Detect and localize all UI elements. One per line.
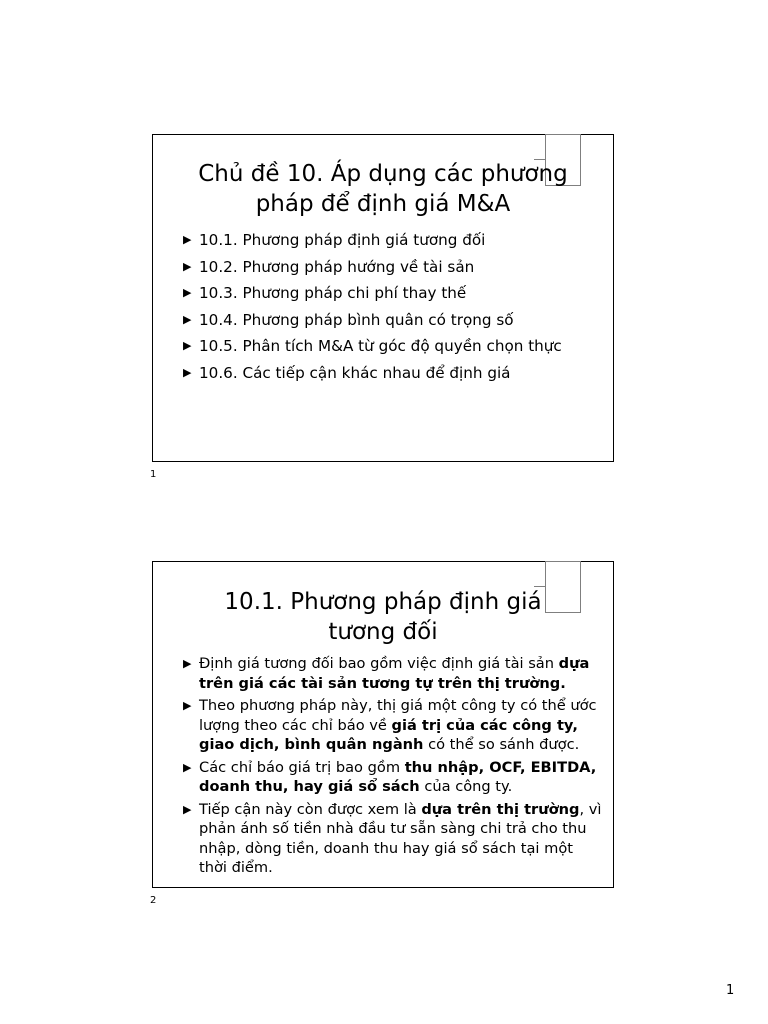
bullet-arrow-icon: ▶ [183, 339, 192, 352]
page-number: 1 [726, 983, 735, 998]
bullet-arrow-icon: ▶ [183, 365, 192, 379]
list-item-text: 10.6. Các tiếp cận khác nhau để định giá [199, 363, 511, 382]
list-item-text [199, 759, 596, 796]
slide-title-line-2: tương đối [328, 619, 438, 645]
list-item-text: 10.1. Phương pháp định giá tương đối [199, 231, 486, 249]
slide-title [153, 587, 613, 647]
list-item-text [199, 697, 597, 753]
slide-title-line-1: 10.1. Phương pháp định giá [224, 589, 542, 615]
list-item [183, 254, 603, 281]
topic-list [183, 227, 603, 386]
slide-title-line-1: Chủ đề 10. Áp dụng các phương [198, 161, 568, 187]
bullet-arrow-icon: ▶ [183, 286, 192, 299]
slide-title-line-2: pháp để định giá M&A [255, 191, 511, 217]
list-item-text: 10.5. Phân tích M&A từ góc độ quyền chọn thực [199, 337, 562, 355]
bullet-list [183, 654, 603, 881]
slide-1 [152, 134, 614, 462]
slide-number: 1 [150, 469, 157, 480]
text-run: Các chỉ báo giá trị bao gồm [199, 758, 405, 776]
slide-title [153, 159, 613, 219]
list-item-text: 10.2. Phương pháp hướng về tài sản [199, 257, 475, 276]
text-run: , vì phản ánh số tiền nhà đầu tư sẵn sàng chi trả cho thu nhập, dòng tiền, doanh thu hay giá sổ sách tại một thời điểm. [199, 800, 602, 876]
bullet-arrow-icon: ▶ [183, 802, 192, 816]
bold-text-run: dựa trên giá các tài sản tương tự trên thị trường. [199, 655, 590, 692]
bold-text-run: thu nhập, OCF, EBITDA, doanh thu, hay giá sổ sách [199, 758, 597, 795]
list-item [183, 360, 603, 387]
slide-2 [152, 561, 614, 888]
list-item [183, 654, 603, 693]
list-item [183, 758, 603, 797]
text-run: Định giá tương đối bao gồm việc định giá tài sản [199, 655, 559, 672]
list-item [183, 333, 603, 360]
bullet-arrow-icon: ▶ [183, 233, 192, 246]
bullet-arrow-icon: ▶ [183, 657, 192, 670]
bullet-arrow-icon: ▶ [183, 259, 192, 273]
list-item [183, 280, 603, 307]
list-item-text [199, 655, 589, 692]
text-run: có thể so sánh được. [423, 736, 580, 753]
bullet-arrow-icon: ▶ [183, 760, 192, 774]
list-item [183, 227, 603, 254]
bullet-arrow-icon: ▶ [183, 699, 192, 712]
list-item-text: 10.3. Phương pháp chi phí thay thế [199, 284, 467, 302]
bold-text-run: giá trị của các công ty, giao dịch, bình quân ngành [199, 716, 578, 753]
bold-text-run: dựa trên thị trường [421, 800, 580, 818]
list-item [183, 800, 603, 878]
text-run: Tiếp cận này còn được xem là [199, 800, 422, 818]
slide-number: 2 [150, 895, 157, 906]
list-item [183, 307, 603, 334]
text-run: Theo phương pháp này, thị giá một công ty có thể ước lượng theo các chỉ báo về [199, 697, 597, 734]
bullet-arrow-icon: ▶ [183, 312, 192, 326]
text-run: của công ty. [419, 778, 513, 795]
list-item-text: 10.4. Phương pháp bình quân có trọng số [199, 310, 514, 329]
list-item-text [199, 801, 602, 877]
list-item [183, 696, 603, 755]
